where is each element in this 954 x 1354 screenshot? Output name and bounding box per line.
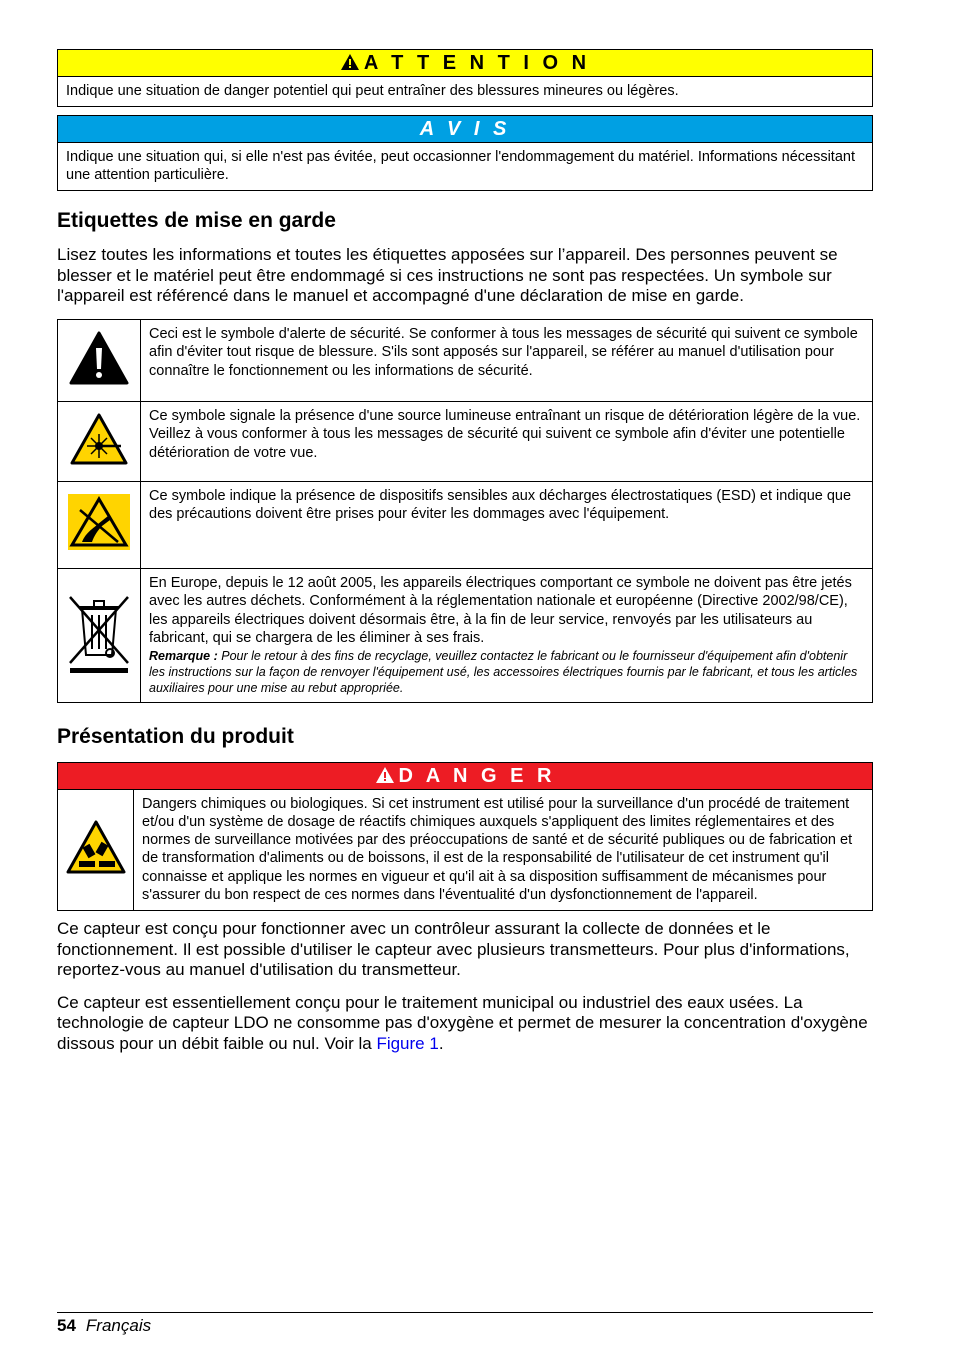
remark-text: Pour le retour à des fins de recyclage, veuillez contactez le fabricant ou le fournisseur d'équipement afin d'obtenir les instructions sur la façon de renvoyer l'équipement usé, les accessoires électriques fournis par le fabricant, et tous les articles auxiliaires pour une mise au rebut appropriée. — [149, 648, 858, 695]
danger-text: Dangers chimiques ou biologiques. Si cet instrument est utilisé pour la surveillance d'un procédé de traitement et/ou d'un système de dosage de réactifs chimiques auxquels s'appliquent des limites réglementaires et des normes de surveillance motivées par des préoccupations de santé et de sécurité publiques ou de fabrication et de transformation d'aliments ou de boissons, il est de la responsabilité de l'utilisateur de cet instrument qu'il connaisse et applique les normes en vigueur et qu'il ait à sa disposition suffisamment de mécanismes pour s'assurer du bon respect de ces normes dans l'éventualité d'un dysfonctionnement de l'appareil. — [134, 790, 873, 911]
avis-header — [58, 116, 872, 143]
danger-table — [57, 790, 873, 912]
symbol-description: Ce symbole indique la présence de dispositifs sensibles aux décharges électrostatiques (ESD) et indique que des précautions doivent être prises pour éviter les dommages avec l'équipement. — [141, 481, 873, 568]
table-row — [58, 319, 873, 401]
table-row — [58, 790, 873, 911]
chemical-hazard-icon — [65, 819, 127, 875]
danger-title: D A N G E R — [398, 764, 556, 787]
warning-labels-intro: Lisez toutes les informations et toutes les étiquettes apposées sur l’appareil. Des personnes peuvent se blesser et le matériel peut être endommagé si ces instructions ne sont pas respectées. Un symbole sur l'appareil est référencé dans le manuel et accompagné d'une déclaration de mise en garde. — [57, 245, 838, 305]
table-row — [58, 481, 873, 568]
warning-triangle-icon — [375, 766, 395, 784]
symbol-table — [57, 319, 873, 703]
section-heading-product-overview: Présentation du produit — [57, 724, 294, 748]
remark-label: Remarque : — [149, 648, 218, 663]
symbol-description: Ceci est le symbole d'alerte de sécurité. Se conformer à tous les messages de sécurité qui suivent ce symbole afin d'éviter tout risque de blessure. S'ils sont apposés sur l'appareil, se référer au manuel d'utilisation pour connaître le fonctionnement ou les informations de sécurité. — [141, 319, 873, 401]
footer-language: Français — [85, 1316, 152, 1335]
esd-icon — [68, 494, 130, 550]
product-paragraph-1: Ce capteur est conçu pour fonctionner avec un contrôleur assurant la collecte de données et le fonctionnement. Il est possible d'utiliser le capteur avec plusieurs transmetteurs. Pour plus d'informations, reportez-vous au manuel d'utilisation du transmetteur. — [57, 919, 850, 980]
symbol-description: En Europe, depuis le 12 août 2005, les appareils électriques comportant ce symbole ne doivent pas être jetés avec les autres déchets. Conformément à la réglementation nationale et européenne (Directive 2002/98/CE), les appareils électriques doivent désormais être, à la fin de leur service, renvoyés par les utilisateurs au fabricant, qui se chargera de les éliminer à ses frais. — [149, 574, 852, 646]
symbol-description: Ce symbole signale la présence d'une source lumineuse entraînant un risque de détérioration légère de la vue. Veillez à vous conformer à tous les messages de sécurité qui suivent ce symbole afin d'éviter une potentielle détérioration de votre vue. — [141, 401, 873, 481]
danger-box — [57, 762, 873, 790]
page-number: 54 — [57, 1316, 76, 1335]
paragraph-end: . — [438, 1033, 444, 1053]
attention-title: A T T E N T I O N — [363, 52, 591, 74]
safety-alert-icon — [69, 331, 129, 385]
table-row — [58, 568, 873, 702]
attention-box — [57, 49, 873, 107]
warning-triangle-icon — [340, 53, 360, 71]
avis-text: Indique une situation qui, si elle n'est pas évitée, peut occasionner l'endommagement du matériel. Informations nécessitant une attention particulière. — [66, 149, 855, 183]
attention-text: Indique une situation de danger potentiel qui peut entraîner des blessures mineures ou légères. — [66, 83, 679, 99]
remark-note — [149, 648, 864, 696]
avis-title: A V I S — [419, 118, 511, 140]
attention-header — [58, 50, 872, 77]
avis-box — [57, 115, 873, 191]
paragraph-text: Ce capteur est essentiellement conçu pour le traitement municipal ou industriel des eaux usées. La technologie de capteur LDO ne consomme pas d'oxygène et permet de mesurer la concentration d'oxygène dissous pour un débit faible ou nul. Voir la — [57, 992, 868, 1053]
weee-bin-icon — [66, 591, 132, 675]
table-row — [58, 401, 873, 481]
figure-1-link[interactable]: Figure 1 — [376, 1033, 439, 1053]
page-footer — [57, 1312, 873, 1336]
page-content — [57, 49, 873, 1066]
laser-icon — [69, 412, 129, 466]
danger-header — [58, 763, 872, 790]
product-paragraph-2 — [57, 993, 873, 1055]
section-heading-warning-labels: Etiquettes de mise en garde — [57, 209, 336, 232]
